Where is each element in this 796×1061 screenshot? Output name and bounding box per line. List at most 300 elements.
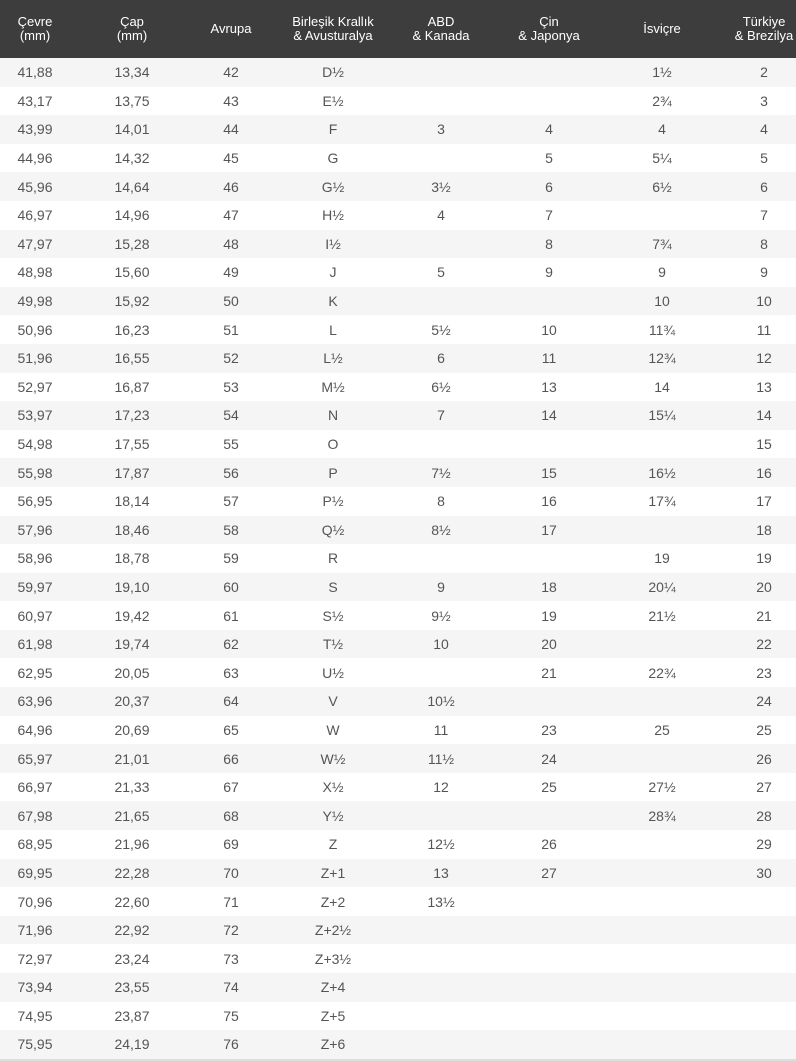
usa-canada-cell: 3½ — [431, 178, 451, 195]
circumference-cell: 74,95 — [17, 1007, 53, 1024]
circumference-cell: 67,98 — [17, 807, 53, 824]
table-row — [0, 144, 796, 173]
header-turkey-brazil: Türkiye & Brezilya — [734, 14, 794, 43]
turkey-brazil-cell: 21 — [756, 607, 772, 624]
china-japan-cell — [484, 887, 614, 916]
switzerland-cell — [614, 973, 710, 1002]
diameter-cell: 20,69 — [114, 721, 150, 738]
uk-australia-cell: M½ — [321, 378, 345, 395]
circumference-cell: 57,96 — [17, 521, 53, 538]
uk-australia-cell: U½ — [322, 664, 344, 681]
europe-cell: 60 — [223, 578, 239, 595]
switzerland-cell — [614, 944, 710, 973]
table-row — [0, 430, 796, 459]
turkey-brazil-cell: 4 — [760, 121, 768, 138]
usa-canada-cell: 11½ — [427, 750, 455, 767]
turkey-brazil-cell: 14 — [756, 407, 772, 424]
china-japan-cell: 5 — [545, 150, 553, 167]
circumference-cell: 68,95 — [17, 836, 53, 853]
diameter-cell: 22,28 — [114, 864, 150, 881]
circumference-cell: 61,98 — [17, 636, 53, 653]
turkey-brazil-cell: 17 — [756, 493, 772, 510]
uk-australia-cell: L½ — [323, 350, 343, 367]
usa-canada-cell: 12½ — [427, 836, 455, 853]
turkey-brazil-cell — [710, 973, 796, 1002]
switzerland-cell: 28¾ — [648, 807, 676, 824]
circumference-cell: 49,98 — [17, 293, 53, 310]
table-row — [0, 344, 796, 373]
diameter-cell: 17,55 — [114, 436, 150, 453]
europe-cell: 67 — [223, 779, 239, 796]
diameter-cell: 22,92 — [114, 922, 150, 939]
europe-cell: 69 — [223, 836, 239, 853]
switzerland-cell: 15¼ — [648, 407, 676, 424]
table-row — [0, 573, 796, 602]
switzerland-cell: 19 — [654, 550, 670, 567]
uk-australia-cell: Z+3½ — [314, 950, 352, 967]
uk-australia-cell: W½ — [320, 750, 346, 767]
table-row — [0, 630, 796, 659]
turkey-brazil-cell: 22 — [756, 636, 772, 653]
diameter-cell: 21,01 — [114, 750, 150, 767]
header-uk-australia: Birleşik Krallık & Avusturalya — [292, 14, 374, 43]
circumference-cell: 63,96 — [17, 693, 53, 710]
turkey-brazil-cell: 30 — [756, 864, 772, 881]
china-japan-cell — [484, 1030, 614, 1059]
switzerland-cell: 1½ — [652, 64, 672, 81]
europe-cell: 45 — [223, 150, 239, 167]
diameter-cell: 15,92 — [114, 293, 150, 310]
europe-cell: 73 — [223, 950, 239, 967]
usa-canada-cell — [398, 944, 484, 973]
china-japan-cell: 25 — [541, 779, 557, 796]
diameter-cell: 23,55 — [114, 979, 150, 996]
uk-australia-cell: Y½ — [322, 807, 344, 824]
usa-canada-cell: 7½ — [431, 464, 451, 481]
circumference-cell: 43,99 — [17, 121, 53, 138]
usa-canada-cell — [398, 1030, 484, 1059]
turkey-brazil-cell: 28 — [756, 807, 772, 824]
turkey-brazil-cell: 29 — [756, 836, 772, 853]
usa-canada-cell: 6½ — [431, 378, 451, 395]
switzerland-cell — [614, 887, 710, 916]
diameter-cell: 15,28 — [114, 235, 150, 252]
circumference-cell: 46,97 — [17, 207, 53, 224]
header-switzerland: İsviçre — [643, 21, 681, 36]
diameter-cell: 17,23 — [114, 407, 150, 424]
china-japan-cell: 15 — [541, 464, 557, 481]
table-row — [0, 373, 796, 402]
circumference-cell: 59,97 — [17, 578, 53, 595]
europe-cell: 46 — [223, 178, 239, 195]
diameter-cell: 23,24 — [114, 950, 150, 967]
switzerland-cell: 20¼ — [648, 578, 676, 595]
turkey-brazil-cell: 26 — [756, 750, 772, 767]
table-row — [0, 887, 796, 916]
usa-canada-cell — [398, 1002, 484, 1031]
usa-canada-cell: 9½ — [431, 607, 451, 624]
europe-cell: 54 — [223, 407, 239, 424]
usa-canada-cell — [398, 916, 484, 945]
china-japan-cell — [484, 87, 614, 116]
usa-canada-cell: 6 — [437, 350, 445, 367]
uk-australia-cell: H½ — [322, 207, 344, 224]
europe-cell: 70 — [223, 864, 239, 881]
china-japan-cell: 6 — [545, 178, 553, 195]
europe-cell: 49 — [223, 264, 239, 281]
uk-australia-cell: W — [326, 721, 340, 738]
usa-canada-cell — [398, 973, 484, 1002]
switzerland-cell: 14 — [654, 378, 670, 395]
diameter-cell: 20,37 — [114, 693, 150, 710]
china-japan-cell — [484, 430, 614, 459]
usa-canada-cell — [398, 430, 484, 459]
diameter-cell: 14,01 — [114, 121, 150, 138]
switzerland-cell: 21½ — [648, 607, 676, 624]
turkey-brazil-cell — [710, 916, 796, 945]
usa-canada-cell: 13½ — [427, 893, 455, 910]
europe-cell: 53 — [223, 378, 239, 395]
turkey-brazil-cell: 10 — [756, 293, 772, 310]
switzerland-cell: 22¾ — [648, 664, 676, 681]
china-japan-cell — [484, 1002, 614, 1031]
table-row — [0, 944, 796, 973]
switzerland-cell: 10 — [654, 293, 670, 310]
turkey-brazil-cell: 23 — [756, 664, 772, 681]
china-japan-cell: 21 — [541, 664, 557, 681]
table-row — [0, 201, 796, 230]
table-row — [0, 115, 796, 144]
uk-australia-cell: L — [329, 321, 337, 338]
table-row — [0, 687, 796, 716]
uk-australia-cell: S — [328, 578, 338, 595]
uk-australia-cell: Z+5 — [320, 1007, 346, 1024]
turkey-brazil-cell: 7 — [760, 207, 768, 224]
circumference-cell: 55,98 — [17, 464, 53, 481]
diameter-cell: 23,87 — [114, 1007, 150, 1024]
china-japan-cell: 13 — [541, 378, 557, 395]
turkey-brazil-cell: 6 — [760, 178, 768, 195]
turkey-brazil-cell: 8 — [760, 235, 768, 252]
uk-australia-cell: G — [327, 150, 339, 167]
uk-australia-cell: T½ — [322, 636, 344, 653]
europe-cell: 62 — [223, 636, 239, 653]
diameter-cell: 19,74 — [114, 636, 150, 653]
switzerland-cell — [614, 430, 710, 459]
diameter-cell: 13,34 — [114, 64, 150, 81]
diameter-cell: 19,42 — [114, 607, 150, 624]
header-row — [0, 0, 796, 58]
turkey-brazil-cell — [710, 1002, 796, 1031]
switzerland-cell: 6½ — [652, 178, 672, 195]
turkey-brazil-cell: 2 — [760, 64, 768, 81]
europe-cell: 50 — [223, 293, 239, 310]
turkey-brazil-cell — [710, 944, 796, 973]
circumference-cell: 44,96 — [17, 150, 53, 167]
turkey-brazil-cell — [710, 887, 796, 916]
china-japan-cell — [484, 944, 614, 973]
china-japan-cell: 18 — [541, 578, 557, 595]
europe-cell: 75 — [223, 1007, 239, 1024]
table-row — [0, 1030, 796, 1059]
turkey-brazil-cell: 11 — [756, 321, 772, 338]
diameter-cell: 14,96 — [114, 207, 150, 224]
switzerland-cell: 27½ — [648, 779, 676, 796]
circumference-cell: 50,96 — [17, 321, 53, 338]
china-japan-cell — [484, 916, 614, 945]
europe-cell: 56 — [223, 464, 239, 481]
china-japan-cell: 26 — [541, 836, 557, 853]
china-japan-cell — [484, 58, 614, 87]
circumference-cell: 53,97 — [17, 407, 53, 424]
circumference-cell: 73,94 — [17, 979, 53, 996]
uk-australia-cell: Z+4 — [320, 979, 346, 996]
header-usa-canada: ABD & Kanada — [412, 14, 470, 43]
diameter-cell: 18,46 — [114, 521, 150, 538]
china-japan-cell — [484, 801, 614, 830]
switzerland-cell: 25 — [654, 721, 670, 738]
usa-canada-cell — [398, 230, 484, 259]
china-japan-cell — [484, 687, 614, 716]
europe-cell: 51 — [223, 321, 239, 338]
table-row — [0, 172, 796, 201]
uk-australia-cell: V — [328, 693, 338, 710]
usa-canada-cell — [398, 287, 484, 316]
circumference-cell: 56,95 — [17, 493, 53, 510]
circumference-cell: 43,17 — [17, 92, 53, 109]
diameter-cell: 14,64 — [114, 178, 150, 195]
diameter-cell: 16,55 — [114, 350, 150, 367]
usa-canada-cell — [398, 801, 484, 830]
usa-canada-cell: 11 — [433, 721, 449, 738]
usa-canada-cell — [398, 87, 484, 116]
turkey-brazil-cell: 9 — [760, 264, 768, 281]
circumference-cell: 47,97 — [17, 235, 53, 252]
europe-cell: 72 — [223, 922, 239, 939]
diameter-cell: 18,14 — [114, 493, 150, 510]
china-japan-cell: 8 — [545, 235, 553, 252]
switzerland-cell: 2¾ — [652, 92, 672, 109]
switzerland-cell: 9 — [658, 264, 666, 281]
uk-australia-cell: D½ — [322, 64, 344, 81]
usa-canada-cell: 5 — [437, 264, 445, 281]
diameter-cell: 14,32 — [114, 150, 150, 167]
diameter-cell: 16,87 — [114, 378, 150, 395]
uk-australia-cell: G½ — [321, 178, 345, 195]
diameter-cell: 16,23 — [114, 321, 150, 338]
china-japan-cell: 23 — [541, 721, 557, 738]
table-row — [0, 916, 796, 945]
china-japan-cell: 17 — [541, 521, 557, 538]
table-row — [0, 973, 796, 1002]
europe-cell: 65 — [223, 721, 239, 738]
china-japan-cell — [484, 544, 614, 573]
diameter-cell: 20,05 — [114, 664, 150, 681]
usa-canada-cell: 12 — [433, 779, 449, 796]
usa-canada-cell: 10½ — [427, 693, 455, 710]
uk-australia-cell: Z+1 — [320, 864, 346, 881]
table-row — [0, 801, 796, 830]
turkey-brazil-cell: 24 — [756, 693, 772, 710]
uk-australia-cell: P½ — [322, 493, 344, 510]
europe-cell: 47 — [223, 207, 239, 224]
diameter-cell: 21,65 — [114, 807, 150, 824]
switzerland-cell: 17¾ — [648, 493, 676, 510]
circumference-cell: 65,97 — [17, 750, 53, 767]
china-japan-cell — [484, 973, 614, 1002]
turkey-brazil-cell — [710, 1030, 796, 1059]
uk-australia-cell: Q½ — [321, 521, 345, 538]
turkey-brazil-cell: 15 — [756, 436, 772, 453]
europe-cell: 44 — [223, 121, 239, 138]
europe-cell: 76 — [223, 1036, 239, 1053]
switzerland-cell: 4 — [658, 121, 666, 138]
switzerland-cell: 11¾ — [648, 321, 676, 338]
diameter-cell: 24,19 — [114, 1036, 150, 1053]
china-japan-cell: 20 — [541, 636, 557, 653]
switzerland-cell — [614, 630, 710, 659]
europe-cell: 66 — [223, 750, 239, 767]
turkey-brazil-cell: 12 — [756, 350, 772, 367]
usa-canada-cell: 8½ — [431, 521, 451, 538]
turkey-brazil-cell: 13 — [756, 378, 772, 395]
turkey-brazil-cell: 25 — [756, 721, 772, 738]
uk-australia-cell: R — [327, 550, 339, 567]
diameter-cell: 18,78 — [114, 550, 150, 567]
circumference-cell: 62,95 — [17, 664, 53, 681]
switzerland-cell — [614, 916, 710, 945]
diameter-cell: 22,60 — [114, 893, 150, 910]
usa-canada-cell: 9 — [437, 578, 445, 595]
circumference-cell: 60,97 — [17, 607, 53, 624]
table-row — [0, 258, 796, 287]
table-row — [0, 716, 796, 745]
uk-australia-cell: S½ — [322, 607, 344, 624]
switzerland-cell — [614, 859, 710, 888]
header-circumference: Çevre (mm) — [17, 14, 53, 43]
europe-cell: 71 — [223, 893, 239, 910]
usa-canada-cell: 13 — [433, 864, 449, 881]
circumference-cell: 69,95 — [17, 864, 53, 881]
europe-cell: 61 — [223, 607, 239, 624]
uk-australia-cell: Z+6 — [320, 1036, 346, 1053]
circumference-cell: 64,96 — [17, 721, 53, 738]
china-japan-cell: 19 — [541, 607, 557, 624]
switzerland-cell — [614, 687, 710, 716]
europe-cell: 58 — [223, 521, 239, 538]
table-row — [0, 859, 796, 888]
table-row — [0, 487, 796, 516]
turkey-brazil-cell: 18 — [756, 521, 772, 538]
uk-australia-cell: I½ — [325, 235, 341, 252]
diameter-cell: 19,10 — [114, 578, 150, 595]
europe-cell: 52 — [223, 350, 239, 367]
uk-australia-cell: Z+2 — [320, 893, 346, 910]
switzerland-cell — [614, 744, 710, 773]
usa-canada-cell: 5½ — [431, 321, 451, 338]
table-row — [0, 315, 796, 344]
usa-canada-cell — [398, 58, 484, 87]
china-japan-cell: 27 — [541, 864, 557, 881]
usa-canada-cell: 4 — [437, 207, 445, 224]
usa-canada-cell: 3 — [437, 121, 445, 138]
turkey-brazil-cell: 16 — [756, 464, 772, 481]
circumference-cell: 58,96 — [17, 550, 53, 567]
switzerland-cell: 12¾ — [648, 350, 676, 367]
circumference-cell: 66,97 — [17, 779, 53, 796]
uk-australia-cell: K — [328, 293, 338, 310]
circumference-cell: 72,97 — [17, 950, 53, 967]
table-row — [0, 773, 796, 802]
circumference-cell: 70,96 — [17, 893, 53, 910]
usa-canada-cell: 8 — [437, 493, 445, 510]
uk-australia-cell: E½ — [322, 92, 344, 109]
uk-australia-cell: P — [328, 464, 338, 481]
europe-cell: 43 — [223, 92, 239, 109]
diameter-cell: 15,60 — [114, 264, 150, 281]
switzerland-cell: 5¼ — [652, 150, 672, 167]
china-japan-cell: 4 — [545, 121, 553, 138]
header-diameter: Çap (mm) — [116, 14, 148, 43]
usa-canada-cell — [398, 544, 484, 573]
switzerland-cell — [614, 1002, 710, 1031]
turkey-brazil-cell: 20 — [756, 578, 772, 595]
china-japan-cell — [484, 287, 614, 316]
turkey-brazil-cell: 19 — [756, 550, 772, 567]
europe-cell: 64 — [223, 693, 239, 710]
diameter-cell: 21,96 — [114, 836, 150, 853]
diameter-cell: 21,33 — [114, 779, 150, 796]
table-row — [0, 744, 796, 773]
uk-australia-cell: Z — [328, 836, 338, 853]
china-japan-cell: 14 — [541, 407, 557, 424]
table-row — [0, 287, 796, 316]
diameter-cell: 13,75 — [114, 92, 150, 109]
uk-australia-cell: O — [327, 436, 339, 453]
circumference-cell: 48,98 — [17, 264, 53, 281]
usa-canada-cell — [398, 658, 484, 687]
china-japan-cell: 11 — [541, 350, 557, 367]
header-china-japan: Çin & Japonya — [518, 14, 580, 43]
turkey-brazil-cell: 5 — [760, 150, 768, 167]
europe-cell: 57 — [223, 493, 239, 510]
europe-cell: 42 — [223, 64, 239, 81]
table-row — [0, 544, 796, 573]
europe-cell: 68 — [223, 807, 239, 824]
circumference-cell: 41,88 — [17, 64, 53, 81]
uk-australia-cell: X½ — [322, 779, 344, 796]
table-row — [0, 458, 796, 487]
table-row — [0, 87, 796, 116]
table-row — [0, 401, 796, 430]
table-row — [0, 601, 796, 630]
europe-cell: 48 — [223, 235, 239, 252]
circumference-cell: 52,97 — [17, 378, 53, 395]
circumference-cell: 51,96 — [17, 350, 53, 367]
uk-australia-cell: N — [327, 407, 339, 424]
europe-cell: 55 — [223, 436, 239, 453]
uk-australia-cell: F — [328, 121, 338, 138]
china-japan-cell: 9 — [545, 264, 553, 281]
switzerland-cell: 7¾ — [652, 235, 672, 252]
china-japan-cell: 7 — [545, 207, 553, 224]
table-row — [0, 516, 796, 545]
europe-cell: 74 — [223, 979, 239, 996]
switzerland-cell — [614, 201, 710, 230]
table-body — [0, 58, 796, 1059]
table-row — [0, 58, 796, 87]
china-japan-cell: 10 — [541, 321, 557, 338]
